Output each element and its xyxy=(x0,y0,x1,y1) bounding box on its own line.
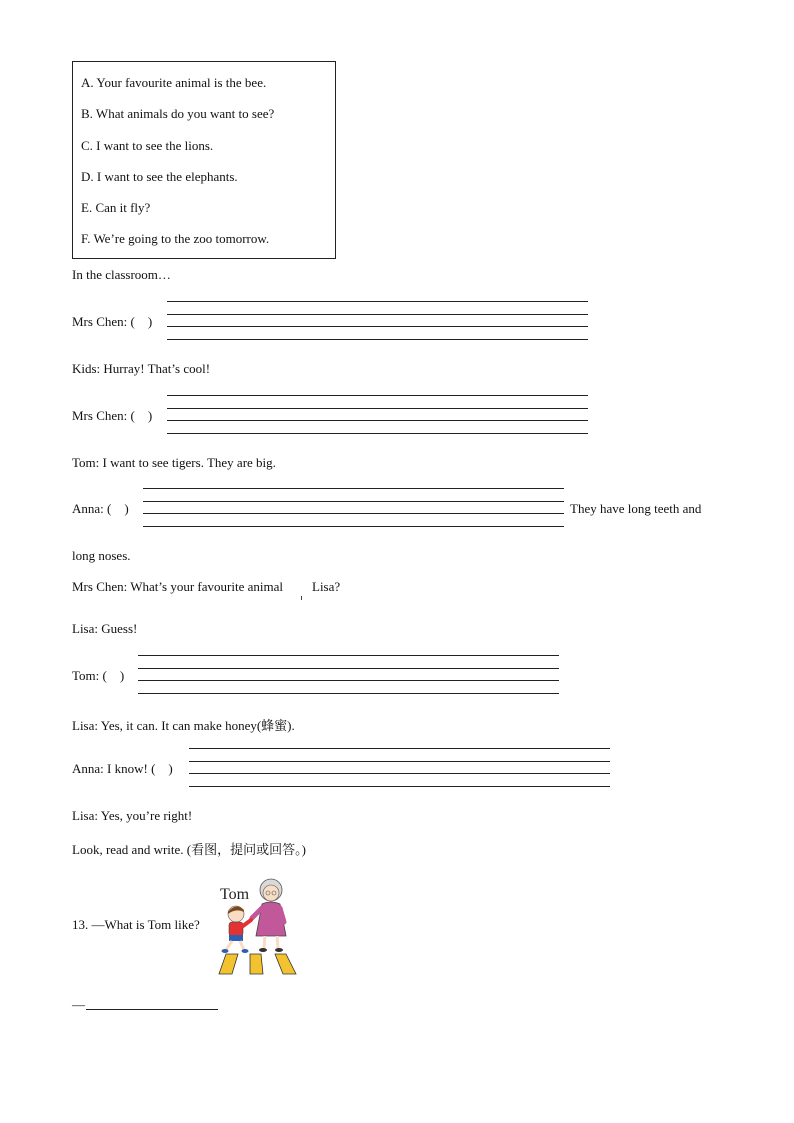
dialogue-line-mrs-chen-2: Mrs Chen: ( ) xyxy=(72,408,153,423)
writing-lines-2[interactable] xyxy=(167,395,588,435)
section-instruction: Look, read and write. (看图，提问或回答。) xyxy=(72,842,306,857)
dialogue-line-mrs-chen-1: Mrs Chen: ( ) xyxy=(72,314,153,329)
dialogue-line-lisa-3: Lisa: Yes, you’re right! xyxy=(72,808,193,823)
dialogue-line-tom-2: Tom: ( ) xyxy=(72,668,125,683)
dialogue-line-tom-1: Tom: I want to see tigers. They are big. xyxy=(72,455,276,470)
answer-dash: — xyxy=(72,997,85,1012)
option-c: C. I want to see the lions. xyxy=(81,138,214,153)
dialogue-line-anna-1: Anna: ( ) xyxy=(72,501,129,516)
dialogue-line-lisa-2: Lisa: Yes, it can. It can make honey(蜂蜜). xyxy=(72,718,295,733)
dialogue-line-mrs-chen-3: Mrs Chen: What’s your favourite animal xyxy=(72,579,283,594)
dialogue-line-anna-1-tail: They have long teeth and xyxy=(570,501,702,516)
writing-lines-3[interactable] xyxy=(143,488,564,528)
dialogue-line-lisa-1: Lisa: Guess! xyxy=(72,621,138,636)
tom-crossing-illustration xyxy=(216,874,300,978)
option-b: B. What animals do you want to see? xyxy=(81,106,275,121)
option-e: E. Can it fly? xyxy=(81,200,151,215)
options-box xyxy=(72,61,336,259)
writing-lines-1[interactable] xyxy=(167,301,588,341)
option-f: F. We’re going to the zoo tomorrow. xyxy=(81,231,270,246)
dialogue-line-kids: Kids: Hurray! That’s cool! xyxy=(72,361,211,376)
dialogue-line-mrs-chen-3-tail: Lisa? xyxy=(312,579,341,594)
illustration-label: Tom xyxy=(220,886,250,903)
dialogue-line-anna-2: Anna: I know! ( ) xyxy=(72,761,173,776)
dialogue-line-anna-1-continued: long noses. xyxy=(72,548,131,563)
option-a: A. Your favourite animal is the bee. xyxy=(81,75,267,90)
crossing-picture-icon xyxy=(216,874,300,978)
question-13: 13. —What is Tom like? xyxy=(72,917,200,932)
comma-mark xyxy=(301,596,302,600)
dialogue-intro: In the classroom… xyxy=(72,267,171,282)
writing-lines-4[interactable] xyxy=(138,655,559,695)
answer-line-13[interactable] xyxy=(86,1009,218,1010)
writing-lines-5[interactable] xyxy=(189,748,610,788)
option-d: D. I want to see the elephants. xyxy=(81,169,238,184)
